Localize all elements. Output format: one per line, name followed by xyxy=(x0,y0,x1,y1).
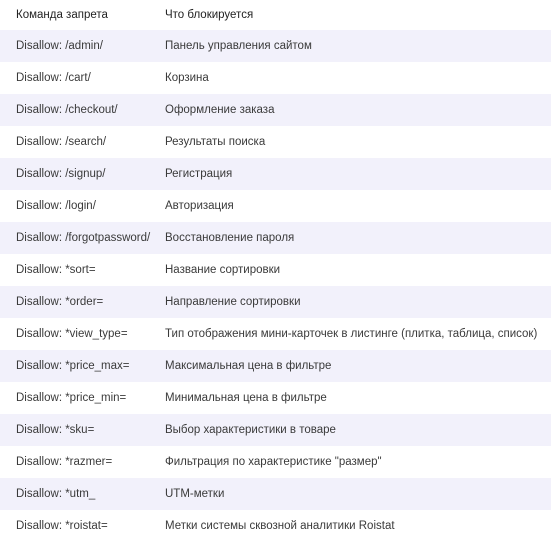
cell-command: Disallow: *view_type= xyxy=(0,318,165,350)
cell-command: Disallow: /cart/ xyxy=(0,62,165,94)
cell-command: Disallow: /signup/ xyxy=(0,158,165,190)
cell-command: Disallow: *utm_ xyxy=(0,478,165,510)
cell-blocked: Тип отображения мини-карточек в листинге (плитка, таблица, список) xyxy=(165,318,551,350)
table-row xyxy=(0,446,551,478)
cell-blocked: Результаты поиска xyxy=(165,126,551,158)
table-row xyxy=(0,158,551,190)
cell-command: Disallow: /checkout/ xyxy=(0,94,165,126)
cell-command: Disallow: /login/ xyxy=(0,190,165,222)
cell-blocked: Авторизация xyxy=(165,190,551,222)
table-row xyxy=(0,30,551,62)
cell-blocked: Фильтрация по характеристике "размер" xyxy=(165,446,551,478)
table-row xyxy=(0,62,551,94)
table-row xyxy=(0,414,551,446)
table-header-row xyxy=(0,0,551,30)
cell-blocked: Корзина xyxy=(165,62,551,94)
table-row xyxy=(0,286,551,318)
table-row xyxy=(0,126,551,158)
cell-blocked: Название сортировки xyxy=(165,254,551,286)
cell-blocked: UTM-метки xyxy=(165,478,551,510)
table-row xyxy=(0,478,551,510)
cell-blocked: Восстановление пароля xyxy=(165,222,551,254)
table-row xyxy=(0,318,551,350)
cell-blocked: Оформление заказа xyxy=(165,94,551,126)
cell-command: Disallow: /forgotpassword/ xyxy=(0,222,165,254)
table-body xyxy=(0,30,551,542)
table-row xyxy=(0,382,551,414)
table-row xyxy=(0,350,551,382)
cell-blocked: Метки системы сквозной аналитики Roistat xyxy=(165,510,551,542)
cell-command: Disallow: *order= xyxy=(0,286,165,318)
cell-blocked: Выбор характеристики в товаре xyxy=(165,414,551,446)
cell-blocked: Направление сортировки xyxy=(165,286,551,318)
cell-blocked: Максимальная цена в фильтре xyxy=(165,350,551,382)
cell-command: Disallow: *roistat= xyxy=(0,510,165,542)
cell-command: Disallow: *price_min= xyxy=(0,382,165,414)
cell-command: Disallow: /search/ xyxy=(0,126,165,158)
table-row xyxy=(0,510,551,542)
table-row xyxy=(0,94,551,126)
cell-command: Disallow: *sku= xyxy=(0,414,165,446)
table-row xyxy=(0,190,551,222)
cell-command: Disallow: *razmer= xyxy=(0,446,165,478)
cell-command: Disallow: *price_max= xyxy=(0,350,165,382)
table-row xyxy=(0,222,551,254)
header-blocked: Что блокируется xyxy=(165,9,254,21)
cell-blocked: Минимальная цена в фильтре xyxy=(165,382,551,414)
cell-blocked: Панель управления сайтом xyxy=(165,30,551,62)
cell-blocked: Регистрация xyxy=(165,158,551,190)
cell-command: Disallow: /admin/ xyxy=(0,30,165,62)
cell-command: Disallow: *sort= xyxy=(0,254,165,286)
table-row xyxy=(0,254,551,286)
header-command: Команда запрета xyxy=(16,9,108,21)
